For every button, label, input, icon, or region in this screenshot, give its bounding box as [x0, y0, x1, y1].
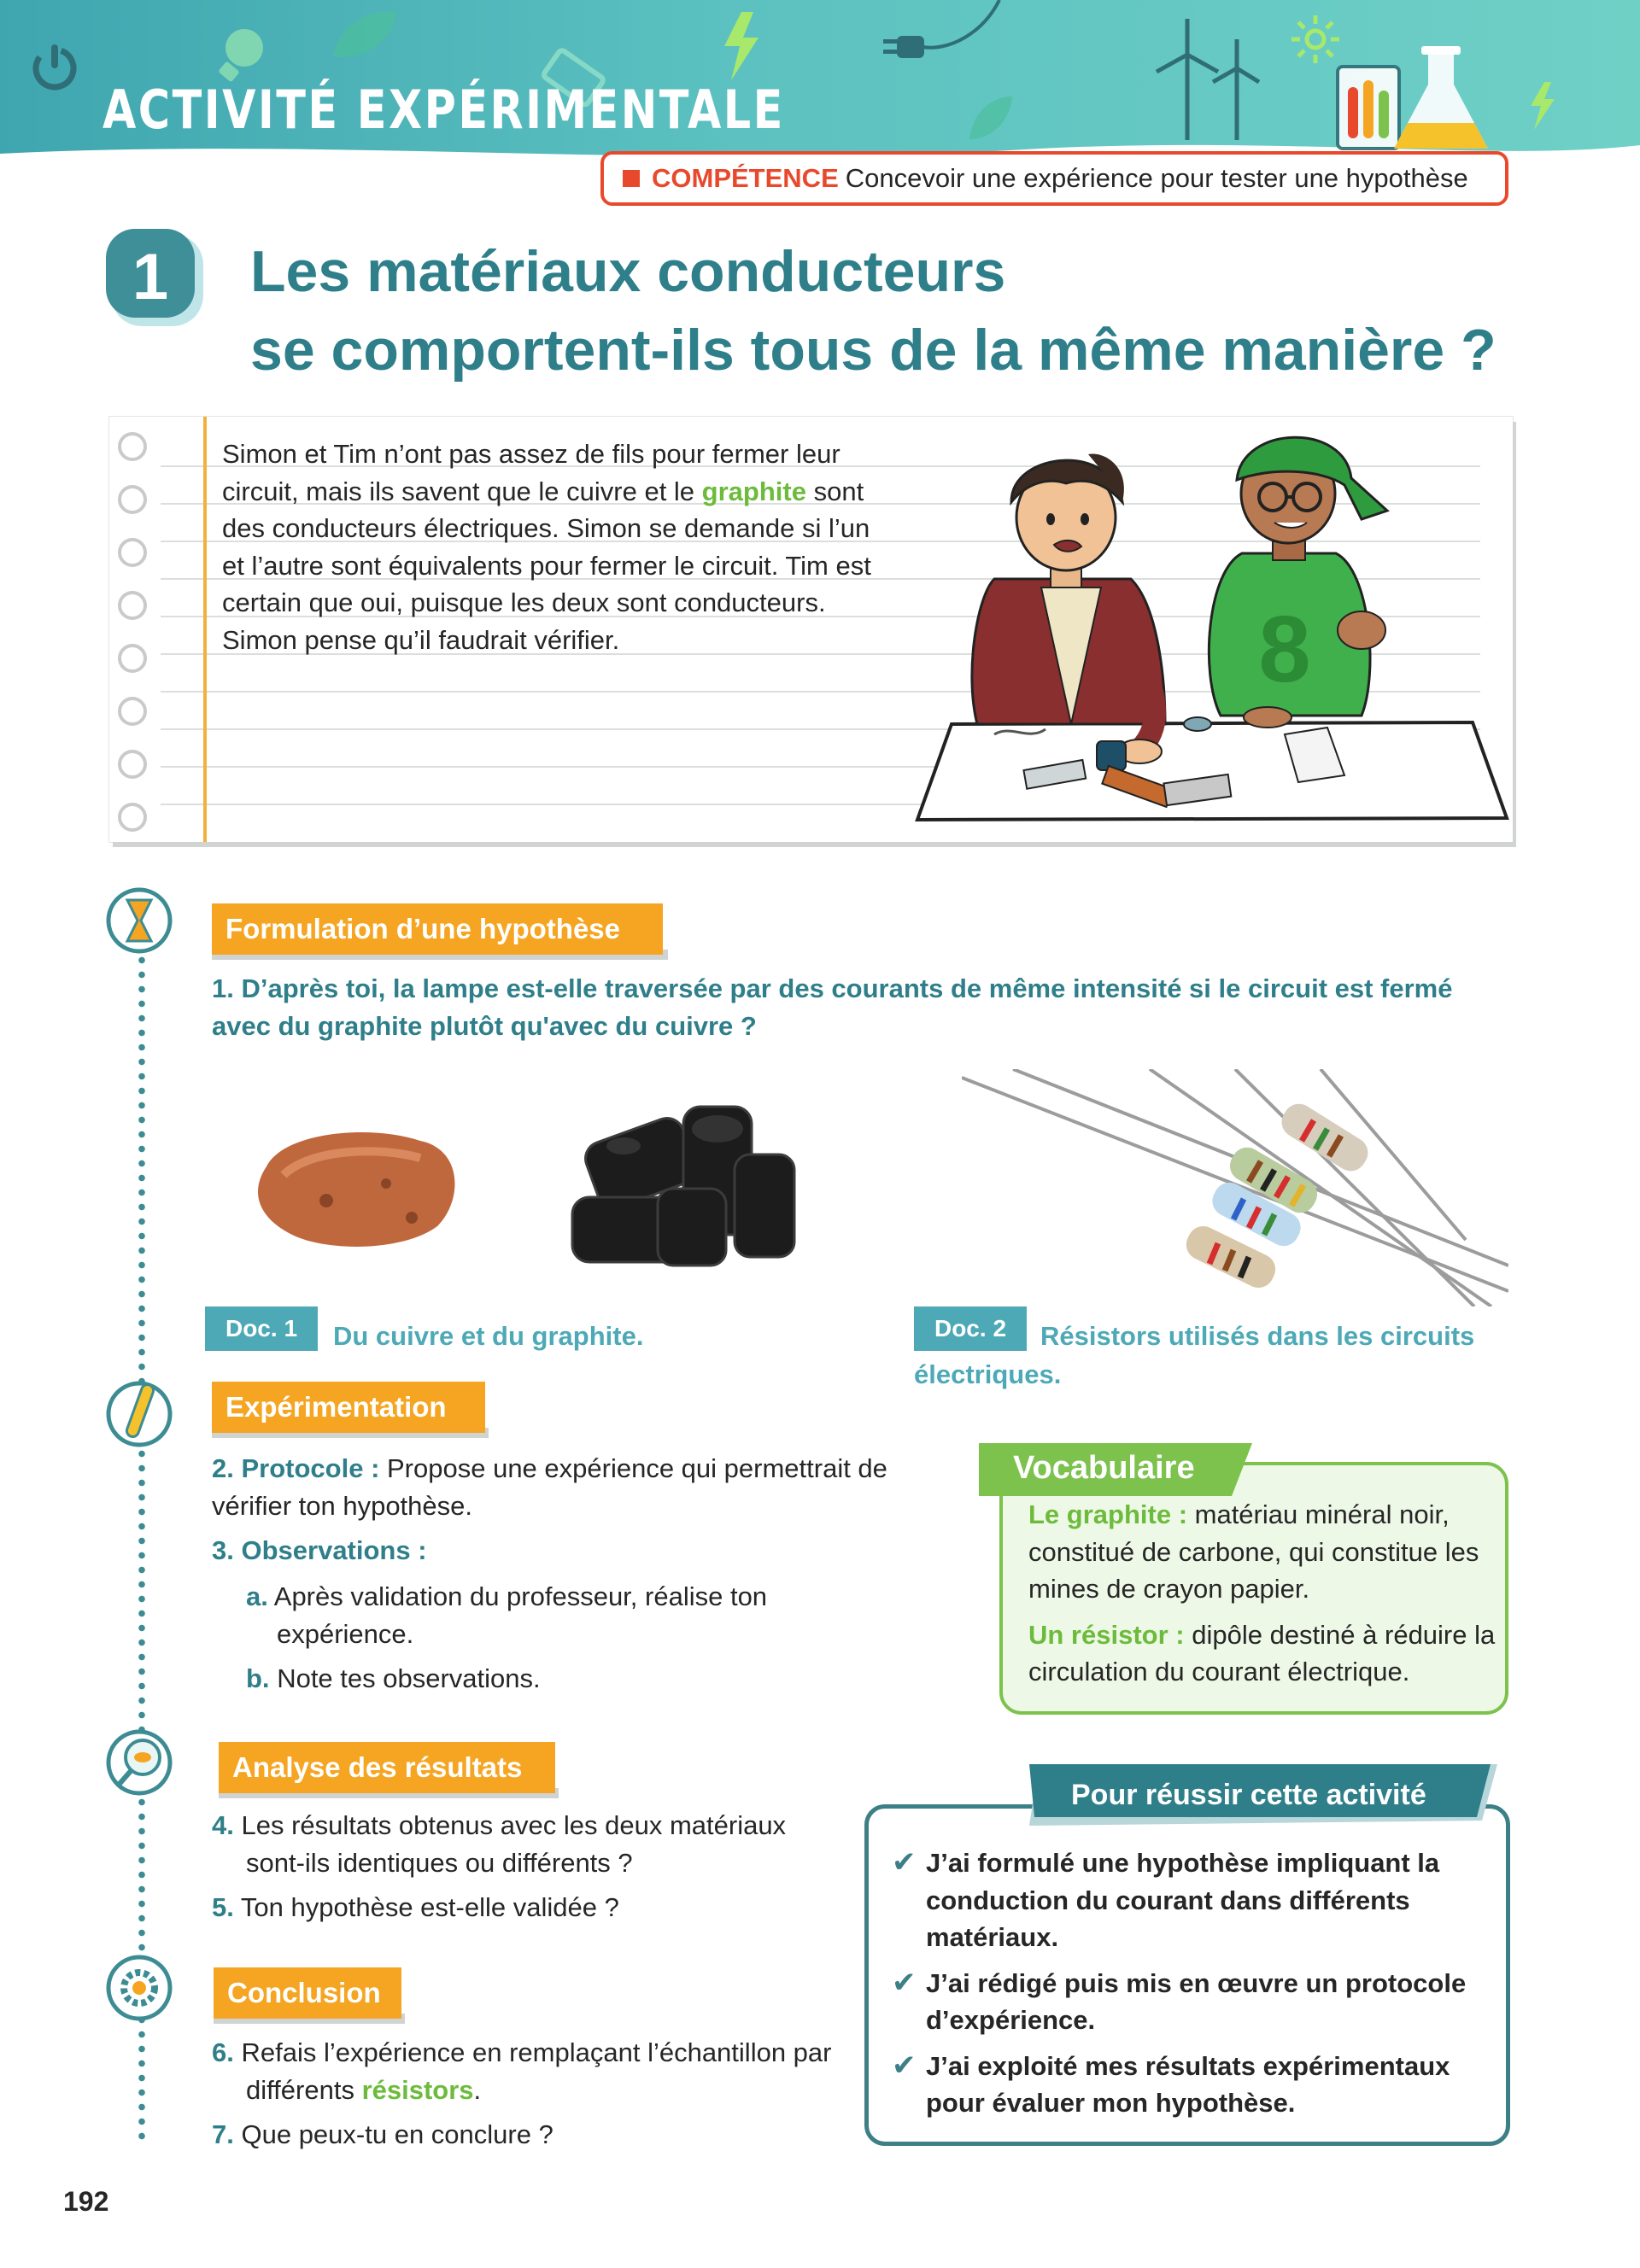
activity-number-badge — [106, 229, 208, 331]
copper-nugget-image — [249, 1115, 472, 1260]
lightning-icon-2 — [1526, 82, 1560, 130]
story-keyword-graphite: graphite — [701, 476, 806, 506]
section-analyse: Analyse des résultats — [219, 1742, 555, 1793]
ring-icon — [118, 591, 147, 620]
story-text-part1: Simon et Tim n’ont pas assez de fils pour fermer leur circuit, mais ils savent que le cuivre et le — [222, 439, 840, 506]
ring-icon — [118, 644, 147, 673]
question-4-number: 4. — [212, 1810, 234, 1840]
question-1-number: 1. — [212, 973, 234, 1003]
vocabulary-entry-resistor — [1028, 1616, 1498, 1691]
question-5-text: Ton hypothèse est-elle validée ? — [240, 1892, 619, 1922]
question-3b-letter: b. — [246, 1663, 270, 1693]
question-4 — [212, 1807, 827, 1881]
vocabulary-term: Le graphite : — [1028, 1499, 1188, 1529]
competence-label: COMPÉTENCE — [652, 163, 839, 193]
competence-text: Concevoir une expérience pour tester une hypothèse — [845, 163, 1468, 193]
wind-turbine-icon — [1145, 12, 1264, 140]
question-2-number: 2. — [212, 1453, 234, 1483]
page-title-line2: se comportent-ils tous de la même manière ? — [250, 318, 1496, 383]
checkmark-icon: ✔ — [892, 2049, 917, 2082]
notebook-margin-line — [203, 417, 207, 842]
laboratory-glassware-icon — [1326, 46, 1496, 157]
question-1-text: D’après toi, la lampe est-elle traversée par des courants de même intensité si le circuit est fermé avec du graphite plutôt qu'avec du cuivre ? — [212, 973, 1453, 1041]
graphite-blocks-image — [555, 1095, 811, 1283]
checklist-item — [892, 2048, 1498, 2122]
doc2-tag: Doc. 2 — [914, 1306, 1027, 1351]
ring-icon — [118, 750, 147, 779]
power-icon — [27, 39, 82, 94]
question-7-number: 7. — [212, 2119, 234, 2149]
question-5 — [212, 1889, 827, 1926]
question-3a-text: Après validation du professeur, réalise ton expérience. — [273, 1581, 768, 1649]
question-3-number: 3. — [212, 1535, 234, 1565]
vocabulary-title: Vocabulaire — [1013, 1450, 1195, 1486]
success-criteria-list — [892, 1844, 1498, 2131]
question-2 — [212, 1450, 912, 1524]
question-6-text-end: . — [473, 2074, 482, 2105]
success-criteria-title: Pour réussir cette activité — [1071, 1779, 1426, 1811]
boys-experiment-illustration — [883, 417, 1513, 842]
checklist-item — [892, 1844, 1498, 1956]
question-7 — [212, 2116, 827, 2154]
page-title — [250, 232, 1583, 389]
competence-square-icon — [623, 170, 640, 187]
page-title-line1: Les matériaux conducteurs — [250, 239, 1006, 304]
leaf-icon — [325, 5, 401, 65]
resistors-image — [962, 1069, 1508, 1306]
checklist-item-text: J’ai formulé une hypothèse impliquant la conduction du courant dans différents matériaux. — [926, 1848, 1440, 1952]
magnifier-eye-icon — [103, 1727, 175, 1798]
test-tube-icon — [103, 1378, 175, 1450]
story-text-part2: sont des conducteurs électriques. Simon se demande si l’un et l’autre sont équivalents pour fermer le circuit. Tim est certain que oui, puisque les deux sont conducteurs. Simon pense qu’il faudrait vérifier. — [222, 476, 871, 655]
activity-number: 1 — [132, 241, 169, 313]
question-2-label: Protocole : — [241, 1453, 380, 1483]
question-3 — [212, 1532, 912, 1569]
gear-icon — [103, 1952, 175, 2024]
question-3a — [246, 1578, 844, 1652]
hourglass-icon — [103, 885, 175, 956]
doc2-caption: Résistors utilisés dans les circuits électriques. — [914, 1321, 1475, 1389]
lightning-icon — [716, 12, 767, 80]
question-3b-text: Note tes observations. — [277, 1663, 541, 1693]
question-2-text: Propose une expérience qui permettrait de vérifier ton hypothèse. — [212, 1453, 887, 1521]
shirt-number: 8 — [1258, 597, 1311, 702]
header-banner — [0, 0, 1640, 167]
story-text — [222, 435, 871, 658]
checkmark-icon: ✔ — [892, 1966, 917, 1999]
question-6-keyword: résistors — [361, 2074, 474, 2105]
plug-icon — [871, 0, 1008, 77]
vocabulary-entry-graphite — [1028, 1496, 1498, 1608]
ring-icon — [118, 803, 147, 832]
ring-icon — [118, 697, 147, 726]
question-3a-letter: a. — [246, 1581, 268, 1611]
checklist-item-text: J’ai exploité mes résultats expérimentaux pour évaluer mon hypothèse. — [926, 2050, 1450, 2118]
doc1-caption: Du cuivre et du graphite. — [333, 1321, 644, 1351]
question-4-text: Les résultats obtenus avec les deux matériaux sont-ils identiques ou différents ? — [241, 1810, 787, 1878]
vocabulary-definition: dipôle destiné à réduire la circulation du courant électrique. — [1028, 1619, 1496, 1686]
question-5-number: 5. — [212, 1892, 234, 1922]
section-experimentation: Expérimentation — [212, 1382, 485, 1433]
section-conclusion: Conclusion — [214, 1967, 401, 2019]
competence-banner — [600, 151, 1508, 206]
question-1 — [212, 970, 1493, 1044]
leaf-icon-2 — [965, 92, 1016, 143]
ring-icon — [118, 538, 147, 567]
question-6 — [212, 2034, 861, 2108]
question-3b — [246, 1660, 844, 1698]
banner-title: ACTIVITÉ EXPÉRIMENTALE — [102, 79, 785, 141]
checklist-item — [892, 1965, 1498, 2039]
vocabulary-definition: matériau minéral noir, constitué de carbone, qui constitue les mines de crayon papier. — [1028, 1499, 1479, 1604]
question-3-label: Observations : — [241, 1535, 427, 1565]
checklist-item-text: J’ai rédigé puis mis en œuvre un protocole d’expérience. — [926, 1967, 1467, 2035]
question-7-text: Que peux-tu en conclure ? — [241, 2119, 554, 2149]
doc1-tag: Doc. 1 — [205, 1306, 318, 1351]
vocabulary-definitions — [1028, 1496, 1498, 1691]
section-hypothese: Formulation d’une hypothèse — [212, 903, 663, 955]
ring-icon — [118, 432, 147, 461]
question-6-number: 6. — [212, 2037, 234, 2067]
story-notebook — [109, 417, 1513, 842]
question-6-text: Refais l’expérience en remplaçant l’échantillon par différents — [241, 2037, 832, 2105]
page-number: 192 — [63, 2186, 109, 2217]
ring-icon — [118, 485, 147, 514]
vocabulary-term: Un résistor : — [1028, 1619, 1185, 1650]
checkmark-icon: ✔ — [892, 1846, 917, 1879]
